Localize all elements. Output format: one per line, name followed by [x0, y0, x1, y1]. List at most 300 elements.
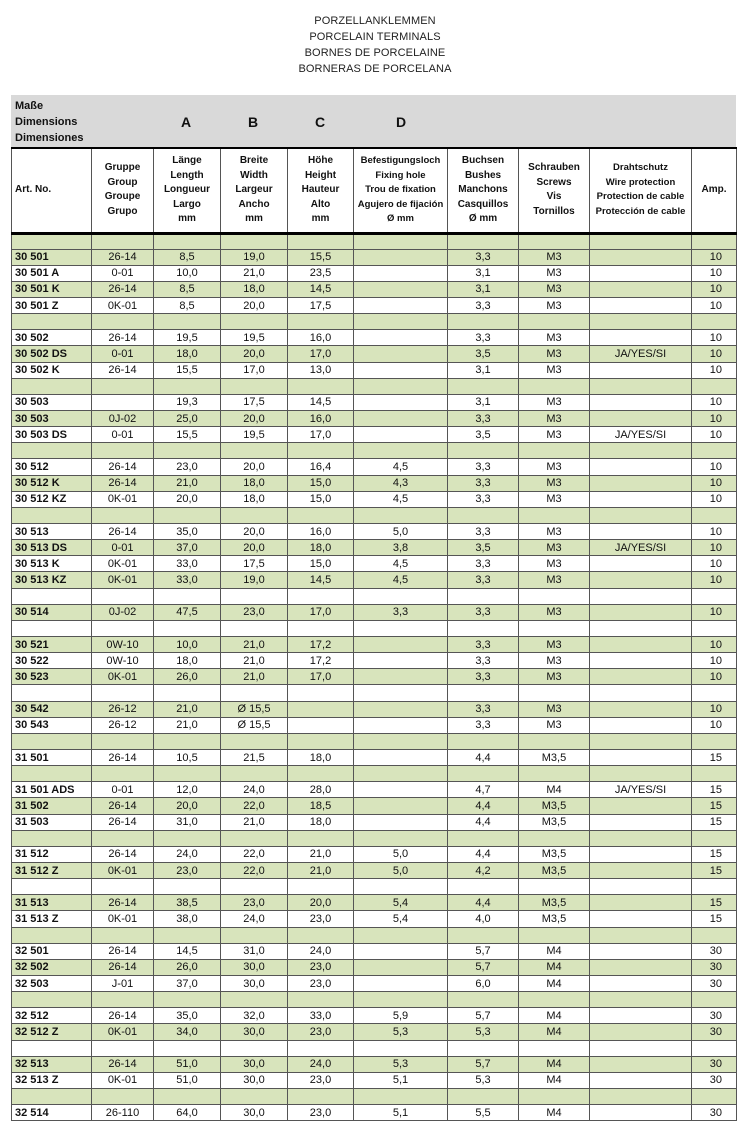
width-cell: 21,0 — [221, 637, 288, 653]
length-cell — [154, 1040, 221, 1056]
fixing-hole-cell: 5,3 — [354, 1024, 448, 1040]
screws-cell: M3 — [519, 604, 590, 620]
art-no-cell — [12, 992, 92, 1008]
art-no-cell: 30 502 — [12, 330, 92, 346]
screws-cell: M3,5 — [519, 750, 590, 766]
height-cell: 21,0 — [288, 846, 354, 862]
width-cell: 21,0 — [221, 265, 288, 281]
amp-cell — [692, 992, 737, 1008]
wire-protection-cell — [590, 604, 692, 620]
screws-cell: M3 — [519, 411, 590, 427]
fixing-hole-cell — [354, 653, 448, 669]
width-cell: 23,0 — [221, 604, 288, 620]
height-cell: 14,5 — [288, 394, 354, 410]
table-row — [12, 507, 737, 523]
art-no-cell: 30 503 — [12, 394, 92, 410]
fixing-hole-cell — [354, 314, 448, 330]
length-cell — [154, 378, 221, 394]
wire-protection-cell — [590, 1040, 692, 1056]
width-cell — [221, 233, 288, 249]
art-no-cell: 30 522 — [12, 653, 92, 669]
length-cell: 12,0 — [154, 782, 221, 798]
art-no-cell: 31 513 — [12, 895, 92, 911]
bushes-cell: 4,0 — [448, 911, 519, 927]
height-cell: 28,0 — [288, 782, 354, 798]
fixing-hole-cell — [354, 637, 448, 653]
amp-cell: 30 — [692, 1056, 737, 1072]
table-row — [12, 701, 737, 717]
wire-protection-cell — [590, 362, 692, 378]
fixing-hole-cell — [354, 427, 448, 443]
screws-cell: M3 — [519, 491, 590, 507]
screws-cell: M3 — [519, 298, 590, 314]
height-cell: 18,0 — [288, 750, 354, 766]
width-cell — [221, 992, 288, 1008]
width-cell: 22,0 — [221, 798, 288, 814]
table-row — [12, 975, 737, 991]
group-cell: 0-01 — [92, 346, 154, 362]
wire-protection-cell — [590, 394, 692, 410]
screws-cell — [519, 620, 590, 636]
screws-cell: M3 — [519, 524, 590, 540]
art-no-cell: 30 512 K — [12, 475, 92, 491]
amp-cell: 10 — [692, 637, 737, 653]
height-cell: 33,0 — [288, 1008, 354, 1024]
width-cell: 20,0 — [221, 459, 288, 475]
width-cell — [221, 507, 288, 523]
length-cell: 26,0 — [154, 959, 221, 975]
fixing-hole-cell: 4,3 — [354, 475, 448, 491]
bushes-cell: 5,7 — [448, 1008, 519, 1024]
height-cell — [288, 314, 354, 330]
width-cell — [221, 685, 288, 701]
fixing-hole-cell: 5,4 — [354, 911, 448, 927]
length-cell: 33,0 — [154, 556, 221, 572]
table-row — [12, 814, 737, 830]
fixing-hole-cell: 5,0 — [354, 862, 448, 878]
group-cell: 26-14 — [92, 249, 154, 265]
amp-cell — [692, 620, 737, 636]
group-cell: 0K-01 — [92, 669, 154, 685]
width-cell: 18,0 — [221, 475, 288, 491]
bushes-cell — [448, 314, 519, 330]
amp-cell: 10 — [692, 701, 737, 717]
fixing-hole-cell — [354, 394, 448, 410]
length-cell: 35,0 — [154, 1008, 221, 1024]
dimensions-label: Maße Dimensions Dimensiones — [15, 100, 84, 144]
width-cell: 21,0 — [221, 814, 288, 830]
fixing-hole-cell — [354, 814, 448, 830]
group-cell: 26-14 — [92, 959, 154, 975]
length-cell — [154, 927, 221, 943]
art-no-cell — [12, 378, 92, 394]
wire-protection-cell — [590, 879, 692, 895]
group-cell — [92, 830, 154, 846]
art-no-cell — [12, 314, 92, 330]
group-cell — [92, 766, 154, 782]
group-cell: 26-14 — [92, 750, 154, 766]
amp-cell — [692, 830, 737, 846]
wire-protection-cell — [590, 459, 692, 475]
fixing-hole-cell — [354, 750, 448, 766]
height-cell: 24,0 — [288, 1056, 354, 1072]
amp-cell: 10 — [692, 604, 737, 620]
height-cell: 18,5 — [288, 798, 354, 814]
fixing-hole-cell — [354, 411, 448, 427]
wire-protection-cell: JA/YES/SI — [590, 540, 692, 556]
wire-protection-cell — [590, 524, 692, 540]
title-french: BORNES DE PORCELAINE — [304, 47, 446, 59]
table-row — [12, 249, 737, 265]
amp-cell: 10 — [692, 653, 737, 669]
group-cell: 26-14 — [92, 814, 154, 830]
screws-cell: M3 — [519, 281, 590, 297]
length-cell — [154, 992, 221, 1008]
bushes-cell: 4,4 — [448, 798, 519, 814]
table-row — [12, 540, 737, 556]
fixing-hole-cell — [354, 733, 448, 749]
height-cell: 16,0 — [288, 524, 354, 540]
bushes-cell: 4,4 — [448, 814, 519, 830]
width-cell: 23,0 — [221, 895, 288, 911]
length-cell: 51,0 — [154, 1072, 221, 1088]
art-no-cell: 30 512 — [12, 459, 92, 475]
screws-cell: M3 — [519, 669, 590, 685]
table-row — [12, 1072, 737, 1088]
header-group: Gruppe Group Groupe Grupo — [92, 148, 154, 233]
bushes-cell: 4,4 — [448, 895, 519, 911]
height-cell: 23,5 — [288, 265, 354, 281]
length-cell — [154, 314, 221, 330]
bushes-cell: 4,4 — [448, 846, 519, 862]
width-cell: 17,5 — [221, 556, 288, 572]
screws-cell — [519, 443, 590, 459]
width-cell: 20,0 — [221, 298, 288, 314]
art-no-cell: 30 501 Z — [12, 298, 92, 314]
length-cell — [154, 620, 221, 636]
bushes-cell: 3,3 — [448, 411, 519, 427]
art-no-cell: 30 521 — [12, 637, 92, 653]
screws-cell: M4 — [519, 975, 590, 991]
width-cell: 31,0 — [221, 943, 288, 959]
wire-protection-cell — [590, 249, 692, 265]
table-row — [12, 330, 737, 346]
table-row — [12, 959, 737, 975]
fixing-hole-cell: 4,5 — [354, 459, 448, 475]
bushes-cell — [448, 685, 519, 701]
table-row — [12, 604, 737, 620]
art-no-cell — [12, 733, 92, 749]
height-cell: 23,0 — [288, 1105, 354, 1121]
length-cell: 47,5 — [154, 604, 221, 620]
amp-cell: 10 — [692, 540, 737, 556]
art-no-cell: 30 501 A — [12, 265, 92, 281]
table-row — [12, 427, 737, 443]
length-cell: 20,0 — [154, 491, 221, 507]
dimensions-bar — [11, 95, 736, 147]
group-cell — [92, 879, 154, 895]
wire-protection-cell — [590, 943, 692, 959]
bushes-cell: 5,3 — [448, 1072, 519, 1088]
group-cell — [92, 443, 154, 459]
fixing-hole-cell — [354, 830, 448, 846]
group-cell: 26-14 — [92, 362, 154, 378]
table-row — [12, 717, 737, 733]
amp-cell: 30 — [692, 1008, 737, 1024]
fixing-hole-cell — [354, 1040, 448, 1056]
amp-cell: 10 — [692, 459, 737, 475]
amp-cell — [692, 507, 737, 523]
art-no-cell: 30 503 — [12, 411, 92, 427]
bushes-cell: 5,7 — [448, 1056, 519, 1072]
group-cell — [92, 394, 154, 410]
bushes-cell — [448, 992, 519, 1008]
width-cell: 21,0 — [221, 669, 288, 685]
title-spanish: BORNERAS DE PORCELANA — [298, 63, 452, 75]
fixing-hole-cell — [354, 1088, 448, 1104]
group-cell: 0K-01 — [92, 862, 154, 878]
height-cell — [288, 733, 354, 749]
height-cell: 14,5 — [288, 572, 354, 588]
table-row — [12, 233, 737, 249]
table-row — [12, 637, 737, 653]
length-cell — [154, 685, 221, 701]
table-row — [12, 298, 737, 314]
width-cell — [221, 588, 288, 604]
table-row — [12, 669, 737, 685]
length-cell: 10,0 — [154, 637, 221, 653]
fixing-hole-cell — [354, 443, 448, 459]
height-cell: 20,0 — [288, 895, 354, 911]
bushes-cell: 3,3 — [448, 524, 519, 540]
dimension-c-label: C — [314, 114, 326, 130]
fixing-hole-cell — [354, 330, 448, 346]
wire-protection-cell — [590, 895, 692, 911]
group-cell: 0J-02 — [92, 604, 154, 620]
amp-cell: 30 — [692, 943, 737, 959]
group-cell — [92, 685, 154, 701]
bushes-cell: 5,3 — [448, 1024, 519, 1040]
title-german: PORZELLANKLEMMEN — [314, 15, 436, 27]
amp-cell: 10 — [692, 556, 737, 572]
length-cell: 37,0 — [154, 540, 221, 556]
group-cell — [92, 507, 154, 523]
bushes-cell: 4,4 — [448, 750, 519, 766]
fixing-hole-cell: 4,5 — [354, 556, 448, 572]
bushes-cell — [448, 233, 519, 249]
group-cell — [92, 620, 154, 636]
fixing-hole-cell: 4,5 — [354, 491, 448, 507]
table-row — [12, 588, 737, 604]
width-cell: 19,0 — [221, 249, 288, 265]
wire-protection-cell — [590, 717, 692, 733]
art-no-cell: 30 514 — [12, 604, 92, 620]
art-no-cell: 30 502 DS — [12, 346, 92, 362]
group-cell: 26-14 — [92, 475, 154, 491]
group-cell: 26-14 — [92, 524, 154, 540]
fixing-hole-cell — [354, 766, 448, 782]
height-cell — [288, 927, 354, 943]
table-row — [12, 411, 737, 427]
table-row — [12, 314, 737, 330]
amp-cell: 10 — [692, 265, 737, 281]
group-cell: 26-14 — [92, 281, 154, 297]
length-cell: 18,0 — [154, 653, 221, 669]
group-cell: 26-14 — [92, 895, 154, 911]
screws-cell: M3 — [519, 394, 590, 410]
fixing-hole-cell — [354, 620, 448, 636]
screws-cell: M4 — [519, 959, 590, 975]
length-cell: 51,0 — [154, 1056, 221, 1072]
fixing-hole-cell: 5,1 — [354, 1105, 448, 1121]
width-cell: 30,0 — [221, 1072, 288, 1088]
dimension-a-label: A — [180, 114, 192, 130]
width-cell: Ø 15,5 — [221, 717, 288, 733]
amp-cell: 10 — [692, 717, 737, 733]
screws-cell: M3,5 — [519, 911, 590, 927]
fixing-hole-cell: 5,9 — [354, 1008, 448, 1024]
fixing-hole-cell — [354, 346, 448, 362]
width-cell: 24,0 — [221, 782, 288, 798]
length-cell: 21,0 — [154, 717, 221, 733]
screws-cell: M3 — [519, 701, 590, 717]
width-cell — [221, 1040, 288, 1056]
wire-protection-cell — [590, 475, 692, 491]
table-row — [12, 281, 737, 297]
art-no-cell: 32 513 Z — [12, 1072, 92, 1088]
height-cell — [288, 588, 354, 604]
screws-cell — [519, 992, 590, 1008]
fixing-hole-cell — [354, 943, 448, 959]
length-cell — [154, 233, 221, 249]
table-row — [12, 620, 737, 636]
length-cell: 38,0 — [154, 911, 221, 927]
art-no-cell: 30 513 KZ — [12, 572, 92, 588]
wire-protection-cell — [590, 701, 692, 717]
bushes-cell — [448, 1088, 519, 1104]
height-cell: 23,0 — [288, 975, 354, 991]
group-cell: 0K-01 — [92, 1072, 154, 1088]
screws-cell: M3,5 — [519, 895, 590, 911]
fixing-hole-cell — [354, 281, 448, 297]
group-cell: 26-14 — [92, 846, 154, 862]
art-no-cell: 32 512 Z — [12, 1024, 92, 1040]
bushes-cell: 3,3 — [448, 701, 519, 717]
width-cell: 30,0 — [221, 1105, 288, 1121]
width-cell: 32,0 — [221, 1008, 288, 1024]
header-fixing-hole: Befestigungsloch Fixing hole Trou de fixation Agujero de fijación Ø mm — [354, 148, 448, 233]
wire-protection-cell — [590, 281, 692, 297]
fixing-hole-cell — [354, 782, 448, 798]
art-no-cell: 31 512 Z — [12, 862, 92, 878]
group-cell — [92, 1040, 154, 1056]
amp-cell: 15 — [692, 895, 737, 911]
art-no-cell: 30 501 — [12, 249, 92, 265]
art-no-cell: 32 514 — [12, 1105, 92, 1121]
length-cell: 15,5 — [154, 427, 221, 443]
height-cell — [288, 992, 354, 1008]
screws-cell — [519, 314, 590, 330]
header-wire-protection: Drahtschutz Wire protection Protection de cable Protección de cable — [590, 148, 692, 233]
bushes-cell — [448, 378, 519, 394]
screws-cell — [519, 927, 590, 943]
amp-cell: 10 — [692, 411, 737, 427]
length-cell: 8,5 — [154, 281, 221, 297]
bushes-cell: 3,5 — [448, 427, 519, 443]
amp-cell: 30 — [692, 959, 737, 975]
length-cell: 21,0 — [154, 701, 221, 717]
art-no-cell — [12, 766, 92, 782]
art-no-cell: 31 501 — [12, 750, 92, 766]
screws-cell: M3 — [519, 653, 590, 669]
group-cell: 26-12 — [92, 717, 154, 733]
length-cell — [154, 588, 221, 604]
group-cell: 26-12 — [92, 701, 154, 717]
bushes-cell: 5,7 — [448, 943, 519, 959]
width-cell: 19,0 — [221, 572, 288, 588]
wire-protection-cell — [590, 653, 692, 669]
bushes-cell — [448, 1040, 519, 1056]
art-no-cell: 32 501 — [12, 943, 92, 959]
height-cell — [288, 1088, 354, 1104]
table-body — [12, 233, 737, 1121]
fixing-hole-cell — [354, 927, 448, 943]
height-cell — [288, 766, 354, 782]
width-cell: 19,5 — [221, 427, 288, 443]
length-cell: 23,0 — [154, 862, 221, 878]
table-row — [12, 943, 737, 959]
height-cell — [288, 378, 354, 394]
height-cell — [288, 443, 354, 459]
group-cell: 0-01 — [92, 265, 154, 281]
table-row — [12, 846, 737, 862]
table-row — [12, 862, 737, 878]
wire-protection-cell — [590, 750, 692, 766]
length-cell: 38,5 — [154, 895, 221, 911]
table-row — [12, 443, 737, 459]
amp-cell: 10 — [692, 362, 737, 378]
width-cell — [221, 378, 288, 394]
amp-cell — [692, 314, 737, 330]
fixing-hole-cell — [354, 588, 448, 604]
fixing-hole-cell — [354, 265, 448, 281]
table-row — [12, 524, 737, 540]
width-cell: 30,0 — [221, 1056, 288, 1072]
wire-protection-cell: JA/YES/SI — [590, 346, 692, 362]
bushes-cell: 3,3 — [448, 330, 519, 346]
fixing-hole-cell — [354, 992, 448, 1008]
art-no-cell: 30 501 K — [12, 281, 92, 297]
table-row — [12, 1008, 737, 1024]
amp-cell: 10 — [692, 524, 737, 540]
art-no-cell: 30 513 DS — [12, 540, 92, 556]
height-cell: 17,0 — [288, 346, 354, 362]
amp-cell — [692, 685, 737, 701]
bushes-cell: 3,5 — [448, 540, 519, 556]
amp-cell — [692, 766, 737, 782]
height-cell: 16,0 — [288, 330, 354, 346]
bushes-cell — [448, 620, 519, 636]
wire-protection-cell — [590, 1024, 692, 1040]
wire-protection-cell — [590, 975, 692, 991]
height-cell — [288, 830, 354, 846]
art-no-cell: 30 513 K — [12, 556, 92, 572]
amp-cell: 15 — [692, 911, 737, 927]
screws-cell: M3 — [519, 330, 590, 346]
wire-protection-cell — [590, 491, 692, 507]
bushes-cell: 3,1 — [448, 265, 519, 281]
header-height: Höhe Height Hauteur Alto mm — [288, 148, 354, 233]
